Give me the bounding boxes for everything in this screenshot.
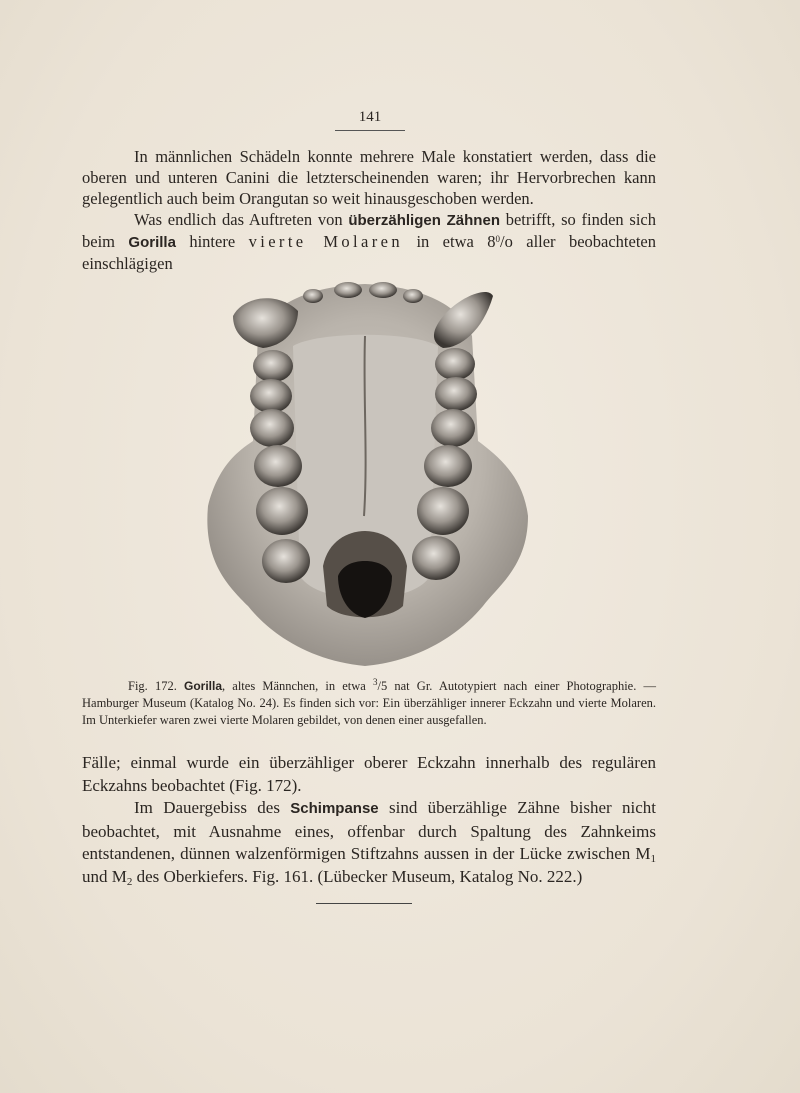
section-end-rule (316, 903, 412, 904)
spaced-term-molars: vierte Molaren (248, 232, 404, 251)
paragraph-faelle: Fälle; einmal wurde ein überzähliger oberer Eckzahn innerhalb des regulären Eckzahns beobachtet (Fig. 172). (82, 753, 656, 795)
page-number: 141 (358, 109, 382, 125)
top-text-block (82, 146, 656, 274)
bold-term-supernumerary: überzähligen Zähnen (348, 212, 500, 229)
page-number-rule (335, 130, 405, 131)
figure-label: Fig. 172. (128, 679, 184, 693)
paragraph-canini: In männlichen Schädeln konnte mehrere Male konstatiert werden, dass die oberen und unteren Canini die letzterscheinenden waren; ihr Hervorbrechen kann gelegentlich auch beim Orangutan so weit hinausgeschoben werden. (82, 147, 656, 208)
bold-term-schimpanse: Schimpanse (290, 800, 379, 817)
bold-term-gorilla: Gorilla (128, 234, 176, 251)
caption-term-gorilla: Gorilla (183, 679, 222, 693)
paragraph-supernumerary-teeth: Was endlich das Auftreten von überzähligen Zähnen betrifft, so finden sich beim Gorilla hintere vierte Molaren in etwa $8^0/o$ aller beobachteten einschlägigen (82, 210, 656, 273)
paragraph-schimpanse: Im Dauergebiss des Schimpanse sind überzählige Zähne bisher nicht beobachtet, mit Ausnahme eines, offenbar durch Spaltung des Zahnkeims entstandenen, dünnen walzenförmigen Stiftzahns aussen in der Lücke zwischen $M_1$ und $M_2$ des Oberkiefers. Fig. 161. (Lübecker Museum, Katalog No. 222.) (82, 798, 656, 888)
bottom-text-block (82, 752, 656, 888)
figure-caption: Fig. 172. Gorilla, altes Männchen, in etwa $^3$/5 nat Gr. Autotypiert nach einer Photographie. — Hamburger Museum (Katalog No. 24). Es finden sich vor: Ein überzähliger innerer Eckzahn und vierte Molaren. Im Unterkiefer waren zwei vierte Molaren gebildet, von denen einer ausgefallen. (82, 677, 656, 727)
gorilla-palate-photograph (198, 276, 532, 668)
